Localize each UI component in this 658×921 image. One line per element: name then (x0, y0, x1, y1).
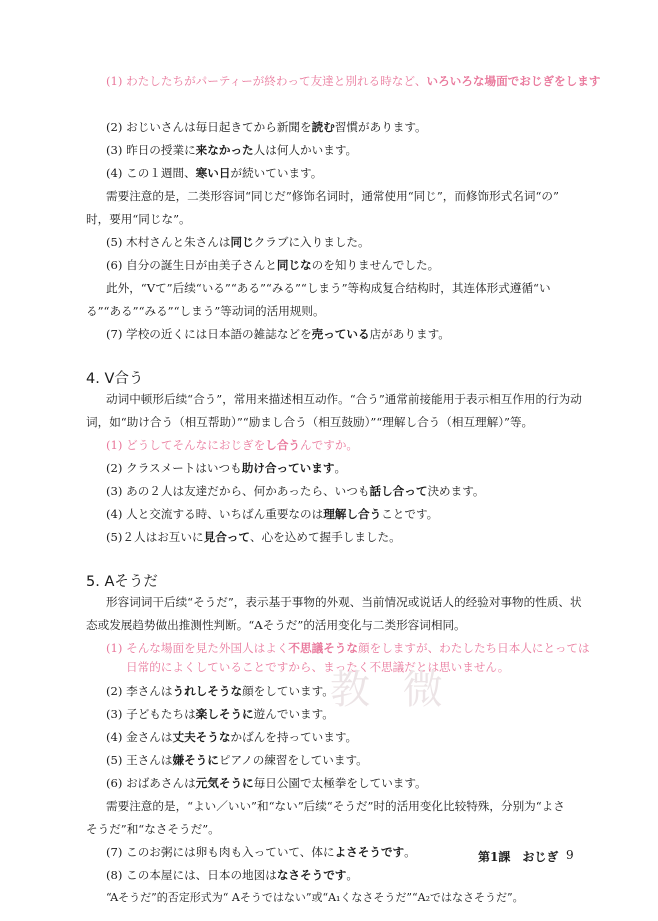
explanation-line: 形容词词干后续“そうだ”，表示基于事物的外观、当前情况或说话人的经验对事物的性质、状 (106, 595, 582, 609)
example-6: (6) おばあさんは元気そうに毎日公園で太極拳をしています。 (106, 776, 427, 790)
note-paragraph-line: 需要注意的是，二类形容词“同じだ”修饰名词时，通常使用“同じ”，而修饰形式名词“の” (106, 189, 559, 203)
example-4: (4) この１週間、寒い日が続いています。 (106, 166, 323, 180)
footer-lesson-title: 第1課 おじぎ (478, 850, 559, 864)
explanation-line: 动词中顿形后续“合う”，常用来描述相互动作。“合う”通常前接能用于表示相互作用的行为动 (106, 392, 582, 406)
example-1-pink: (1) わたしたちがパーティーが終わって友達と別れる時など、いろいろな場面でおじぎをします (106, 74, 601, 88)
example-2: (2) クラスメートはいつも助け合っています。 (106, 461, 347, 475)
note-paragraph-line: る”“ある”“みる”“しまう”等动词的活用规则。 (86, 304, 325, 318)
explanation-line: 词，如“助け合う（相互帮助）”“励まし合う（相互鼓励）”“理解し合う（相互理解）”等。 (86, 415, 534, 429)
example-1-pink: (1) どうしてそんなにおじぎをし合うんですか。 (106, 438, 359, 452)
page-number: 9 (566, 848, 574, 862)
example-3: (3) 昨日の授業に来なかった人は何人かいます。 (106, 143, 358, 157)
example-3: (3) 子どもたちは楽しそうに遊んでいます。 (106, 707, 334, 721)
example-7: (7) 学校の近くには日本語の雑誌などを売っている店があります。 (106, 327, 450, 341)
example-1-pink: (1) そんな場面を見た外国人はよく不思議そうな顔をしますが、わたしたち日本人にとっては (106, 641, 590, 655)
example-6: (6) 自分の誕生日が由美子さんと同じなのを知りませんでした。 (106, 258, 440, 272)
section-heading: 5. Aそうだ (86, 574, 158, 590)
explanation-line: 态或发展趋势做出推测性判断。“Aそうだ”的活用变化与二类形容词相同。 (86, 618, 466, 632)
section-heading: 4. V合う (86, 371, 144, 387)
example-2: (2) おじいさんは毎日起きてから新聞を読む習慣があります。 (106, 120, 427, 134)
example-3: (3) あの２人は友達だから、何かあったら、いつも話し合って決めます。 (106, 484, 485, 498)
note-paragraph-line: 此外，“Vて”后续“いる”“ある”“みる”“しまう”等构成复合结构时，其连体形式遵循“い (106, 281, 551, 295)
example-5: (5) 王さんは嫌そうにピアノの練習をしています。 (106, 753, 368, 767)
watermark: 教 微 (330, 667, 453, 713)
note-paragraph-line: 需要注意的是，“よい／いい”和“ない”后续“そうだ”时的活用变化比较特殊，分别为“よさ (106, 799, 565, 813)
negative-form-line: “Aそうだ”的否定形式为“ Aそうではない”或“A₁くなさそうだ”“A₂ではなさそうだ”。 (106, 891, 524, 904)
example-5: (5) 木村さんと朱さんは同じクラブに入りました。 (106, 235, 370, 249)
example-7: (7) このお粥には卵も肉も入っていて、体によさそうです。 (106, 845, 416, 859)
example-8: (8) この本屋には、日本の地図はなさそうです。 (106, 868, 359, 882)
example-1-pink-continued: 日常的によくしていることですから、まったく不思議だとは思いません。 (126, 660, 510, 674)
example-2: (2) 李さんはうれしそうな顔をしています。 (106, 684, 334, 698)
example-4: (4) 人と交流する時、いちばん重要なのは理解し合うことです。 (106, 507, 439, 521)
note-paragraph-line: そうだ”和“なさそうだ”。 (86, 822, 220, 836)
example-4: (4) 金さんは丈夫そうなかばんを持っています。 (106, 730, 358, 744)
note-paragraph-line: 时，要用“同じな”。 (86, 212, 191, 226)
example-5: (5)２人はお互いに見合って、心を込めて握手しました。 (106, 530, 401, 544)
